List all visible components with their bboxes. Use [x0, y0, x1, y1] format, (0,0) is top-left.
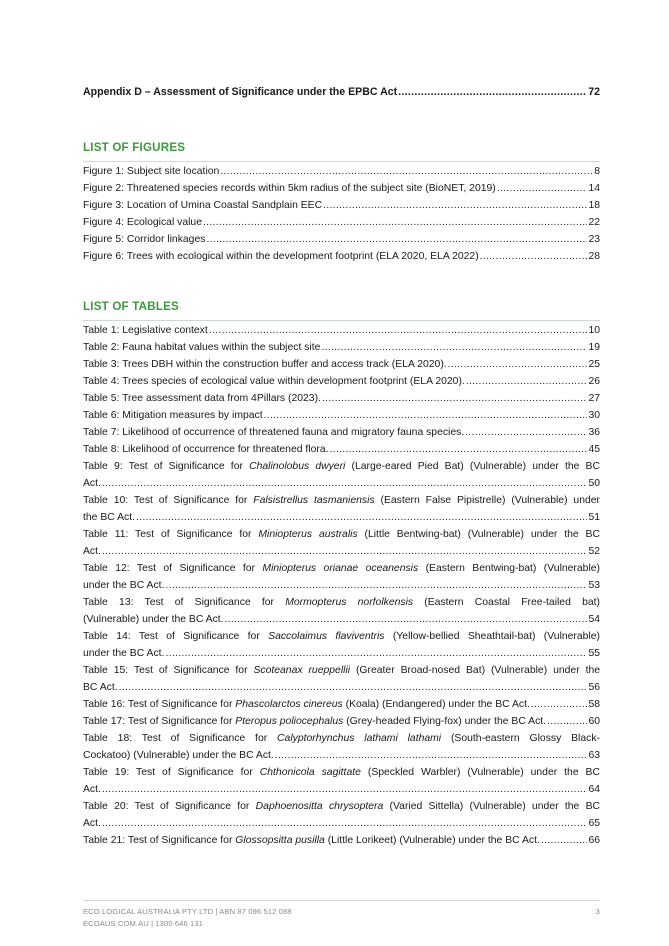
- toc-entry-text: (Little Bentwing-bat) (Vulnerable) under the BC: [357, 529, 600, 540]
- toc-entry-appendix-d[interactable]: [83, 84, 600, 101]
- toc-leader-dots: [329, 441, 587, 458]
- species-name: Pteropus poliocephalus: [235, 716, 344, 727]
- toc-entry-text: Table 12: Test of Significance for: [83, 563, 263, 574]
- toc-entry-page: 14: [588, 183, 600, 194]
- toc-entry-page: 64: [588, 784, 600, 795]
- toc-leader-dots: [102, 475, 588, 492]
- toc-entry-text: under the BC Act.: [83, 580, 165, 591]
- toc-entry-text: Table 20: Test of Significance for: [83, 801, 256, 812]
- toc-entry[interactable]: [83, 248, 600, 265]
- list-of-tables-heading: LIST OF TABLES: [83, 300, 179, 313]
- toc-entry-text: Table 21: Test of Significance for: [83, 835, 236, 846]
- footer-contact: ECOAUS.COM.AU | 1300 646 131: [83, 919, 203, 928]
- toc-entry-text: Table 9: Test of Significance for: [83, 461, 250, 472]
- toc-entry-label: Table 6: Mitigation measures by impact: [83, 410, 263, 421]
- species-name: Phascolarctos cinereus: [235, 699, 343, 710]
- list-of-figures-heading: LIST OF FIGURES: [83, 141, 186, 154]
- toc-entry-label: [83, 696, 530, 713]
- toc-entry[interactable]: [83, 322, 600, 339]
- toc-entry[interactable]: [83, 492, 600, 526]
- toc-entry[interactable]: [83, 764, 600, 798]
- toc-entry-label: Table 3: Trees DBH within the construction buffer and access track (ELA 2020).: [83, 359, 447, 370]
- toc-leader-dots: [531, 696, 588, 713]
- toc-entry-page: 72: [588, 86, 600, 98]
- toc-entry-text: Cockatoo) (Vulnerable) under the BC Act.: [83, 750, 274, 761]
- toc-entry-page: 60: [588, 716, 600, 727]
- toc-entry[interactable]: [83, 560, 600, 594]
- toc-leader-dots: [465, 424, 587, 441]
- heading-rule: [83, 320, 600, 321]
- toc-entry-text: Table 15: Test of Significance for: [83, 665, 254, 676]
- toc-entry-text: (Speckled Warbler) (Vulnerable) under the BC: [360, 767, 600, 778]
- toc-entry-label: [83, 832, 540, 849]
- toc-leader-dots: [165, 577, 587, 594]
- toc-entry[interactable]: [83, 696, 600, 713]
- toc-entry-text: Table 16: Test of Significance for: [83, 699, 236, 710]
- toc-entry[interactable]: [83, 390, 600, 407]
- toc-entry-line: [83, 611, 600, 628]
- toc-entry[interactable]: [83, 407, 600, 424]
- toc-entry[interactable]: [83, 458, 600, 492]
- toc-entry-page: 25: [588, 359, 600, 370]
- toc-entry[interactable]: [83, 214, 600, 231]
- toc-entry-text: Act.: [83, 818, 101, 829]
- footer-rule: [83, 900, 600, 901]
- toc-entry-text: (Yellow-bellied Sheathtail-bat) (Vulnerable): [384, 631, 600, 642]
- toc-entry-line: [83, 475, 600, 492]
- toc-leader-dots: [136, 509, 587, 526]
- toc-entry-text: Table 19: Test of Significance for: [83, 767, 260, 778]
- toc-entry-line: [83, 645, 600, 662]
- toc-entry[interactable]: [83, 356, 600, 373]
- species-name: Miniopterus australis: [258, 529, 358, 540]
- toc-entry-text: (Eastern Bentwing-bat) (Vulnerable): [418, 563, 601, 574]
- toc-leader-dots: [119, 679, 588, 696]
- toc-entry[interactable]: [83, 526, 600, 560]
- toc-leader-dots: [209, 322, 588, 339]
- toc-entry-page: 54: [588, 614, 600, 625]
- toc-entry-label: Figure 1: Subject site location: [83, 166, 220, 177]
- toc-entry[interactable]: [83, 832, 600, 849]
- toc-entry-text: (Varied Sittella) (Vulnerable) under the BC: [383, 801, 600, 812]
- toc-entry-text: Act.: [83, 784, 101, 795]
- toc-entry-page: 27: [588, 393, 600, 404]
- toc-entry-line: [83, 543, 600, 560]
- toc-entry-text: (South-eastern Glossy Black-: [441, 733, 600, 744]
- toc-entry-label: Figure 3: Location of Umina Coastal Sandplain EEC: [83, 200, 323, 211]
- toc-entry-label: Table 2: Fauna habitat values within the subject site: [83, 342, 321, 353]
- footer-page-number: 3: [595, 907, 600, 916]
- species-name: Mormopterus norfolkensis: [285, 597, 414, 608]
- toc-entry-text: (Eastern Coastal Free-tailed bat): [413, 597, 600, 608]
- species-name: Falsistrellus tasmaniensis: [253, 495, 375, 506]
- toc-entry-page: 22: [588, 217, 600, 228]
- species-name: Calyptorhynchus lathami lathami: [277, 733, 442, 744]
- species-name: Daphoenositta chrysoptera: [255, 801, 384, 812]
- toc-leader-dots: [264, 407, 588, 424]
- toc-entry[interactable]: [83, 424, 600, 441]
- toc-entry-page: 52: [588, 546, 600, 557]
- toc-leader-dots: [398, 84, 587, 101]
- toc-leader-dots: [448, 356, 588, 373]
- toc-entry-page: 66: [588, 835, 600, 846]
- toc-entry-page: 50: [588, 478, 600, 489]
- toc-entry-text: Table 17: Test of Significance for: [83, 716, 236, 727]
- toc-entry-page: 55: [588, 648, 600, 659]
- toc-entry-label: Figure 5: Corridor linkages: [83, 234, 206, 245]
- toc-entry-line: [83, 628, 600, 645]
- toc-entry-line: [83, 526, 600, 543]
- toc-leader-dots: [225, 611, 588, 628]
- toc-entry-page: 63: [588, 750, 600, 761]
- toc-entry[interactable]: [83, 662, 600, 696]
- species-name: Scoteanax rueppellii: [253, 665, 351, 676]
- species-name: Miniopterus orianae oceanensis: [262, 563, 419, 574]
- toc-entry-text: the BC Act.: [83, 512, 135, 523]
- toc-entry-page: 8: [594, 166, 600, 177]
- toc-entry[interactable]: [83, 339, 600, 356]
- toc-entry[interactable]: [83, 231, 600, 248]
- toc-leader-dots: [102, 543, 588, 560]
- toc-entry-label: Table 1: Legislative context: [83, 325, 208, 336]
- toc-entry[interactable]: [83, 730, 600, 764]
- toc-entry-line: [83, 594, 600, 611]
- toc-entry[interactable]: [83, 628, 600, 662]
- toc-entry-label: [83, 713, 546, 730]
- toc-leader-dots: [480, 248, 588, 265]
- toc-entry-page: 45: [588, 444, 600, 455]
- toc-entry-page: 10: [588, 325, 600, 336]
- toc-entry[interactable]: [83, 798, 600, 832]
- page-footer: [83, 906, 600, 930]
- toc-entry-page: 51: [588, 512, 600, 523]
- footer-company: ECO LOGICAL AUSTRALIA PTY LTD | ABN 87 096 512 088: [83, 907, 292, 916]
- toc-entry-label: Table 8: Likelihood of occurrence for threatened flora.: [83, 444, 329, 455]
- toc-entry-text: Table 14: Test of Significance for: [83, 631, 269, 642]
- toc-leader-dots: [165, 645, 587, 662]
- toc-entry-line: [83, 781, 600, 798]
- toc-entry-label: Appendix D – Assessment of Significance under the EPBC Act: [83, 86, 398, 98]
- toc-entry-page: 19: [588, 342, 600, 353]
- toc-entry-line: [83, 730, 600, 747]
- toc-entry-line: [83, 747, 600, 764]
- toc-entry-text: Table 10: Test of Significance for: [83, 495, 254, 506]
- toc-entry-text: (Vulnerable) under the BC Act.: [83, 614, 224, 625]
- toc-entry-line: [83, 662, 600, 679]
- toc-entry-text: Act.: [83, 478, 101, 489]
- toc-entry-text: (Koala) (Endangered) under the BC Act.: [342, 699, 530, 710]
- toc-entry-label: Figure 4: Ecological value: [83, 217, 202, 228]
- toc-leader-dots: [323, 197, 587, 214]
- toc-leader-dots: [321, 339, 587, 356]
- toc-entry-page: 28: [588, 251, 600, 262]
- toc-leader-dots: [203, 214, 587, 231]
- species-name: Chalinolobus dwyeri: [249, 461, 346, 472]
- toc-entry-page: 65: [588, 818, 600, 829]
- species-name: Saccolaimus flaviventris: [268, 631, 385, 642]
- toc-entry-page: 36: [588, 427, 600, 438]
- toc-entry-label: Table 4: Trees species of ecological value within development footprint (ELA 2020).: [83, 376, 465, 387]
- toc-entry-text: Table 18: Test of Significance for: [83, 733, 278, 744]
- toc-entry-page: 56: [588, 682, 600, 693]
- toc-entry-line: [83, 492, 600, 509]
- toc-entry-page: 58: [588, 699, 600, 710]
- toc-entry-page: 18: [588, 200, 600, 211]
- toc-leader-dots: [275, 747, 588, 764]
- toc-entry-text: BC Act.: [83, 682, 118, 693]
- toc-entry-page: 23: [588, 234, 600, 245]
- toc-entry-text: Act.: [83, 546, 101, 557]
- toc-entry[interactable]: [83, 713, 600, 730]
- toc-entry[interactable]: [83, 180, 600, 197]
- toc-entry-line: [83, 679, 600, 696]
- toc-leader-dots: [322, 390, 587, 407]
- toc-entry-line: [83, 458, 600, 475]
- toc-entry-text: under the BC Act.: [83, 648, 165, 659]
- toc-entry-label: Figure 2: Threatened species records within 5km radius of the subject site (BioNET, 2019): [83, 183, 496, 194]
- toc-leader-dots: [497, 180, 588, 197]
- toc-entry-page: 30: [588, 410, 600, 421]
- toc-entry-line: [83, 764, 600, 781]
- toc-entry-text: (Large-eared Pied Bat) (Vulnerable) under the BC: [345, 461, 600, 472]
- figures-list: [83, 163, 600, 265]
- toc-entry-text: (Grey-headed Flying-fox) under the BC Act.: [343, 716, 547, 727]
- toc-entry-label: Table 5: Tree assessment data from 4Pillars (2023).: [83, 393, 321, 404]
- toc-leader-dots: [220, 163, 593, 180]
- heading-rule: [83, 161, 600, 162]
- toc-entry-line: [83, 560, 600, 577]
- toc-entry-line: [83, 798, 600, 815]
- toc-leader-dots: [547, 713, 587, 730]
- toc-entry-label: Table 7: Likelihood of occurrence of threatened fauna and migratory fauna species.: [83, 427, 465, 438]
- toc-leader-dots: [102, 815, 588, 832]
- toc-entry-page: 26: [588, 376, 600, 387]
- toc-entry[interactable]: [83, 441, 600, 458]
- toc-leader-dots: [466, 373, 588, 390]
- toc-entry-page: 53: [588, 580, 600, 591]
- toc-entry-text: Table 13: Test of Significance for: [83, 597, 286, 608]
- species-name: Glossopsitta pusilla: [235, 835, 325, 846]
- toc-entry-text: Table 11: Test of Significance for: [83, 529, 259, 540]
- toc-entry[interactable]: [83, 594, 600, 628]
- toc-leader-dots: [206, 231, 587, 248]
- species-name: Chthonicola sagittate: [259, 767, 361, 778]
- toc-leader-dots: [102, 781, 588, 798]
- toc-entry-line: [83, 577, 600, 594]
- toc-entry-line: [83, 815, 600, 832]
- tables-list: [83, 322, 600, 849]
- toc-entry-text: (Greater Broad-nosed Bat) (Vulnerable) under the: [350, 665, 601, 676]
- toc-entry-text: (Little Lorikeet) (Vulnerable) under the BC Act.: [324, 835, 540, 846]
- toc-entry[interactable]: [83, 197, 600, 214]
- toc-entry-text: (Eastern False Pipistrelle) (Vulnerable) under: [374, 495, 600, 506]
- toc-entry-line: [83, 509, 600, 526]
- toc-entry[interactable]: [83, 163, 600, 180]
- toc-entry[interactable]: [83, 373, 600, 390]
- toc-leader-dots: [541, 832, 588, 849]
- toc-entry-label: Figure 6: Trees with ecological within the development footprint (ELA 2020, ELA 2022): [83, 251, 479, 262]
